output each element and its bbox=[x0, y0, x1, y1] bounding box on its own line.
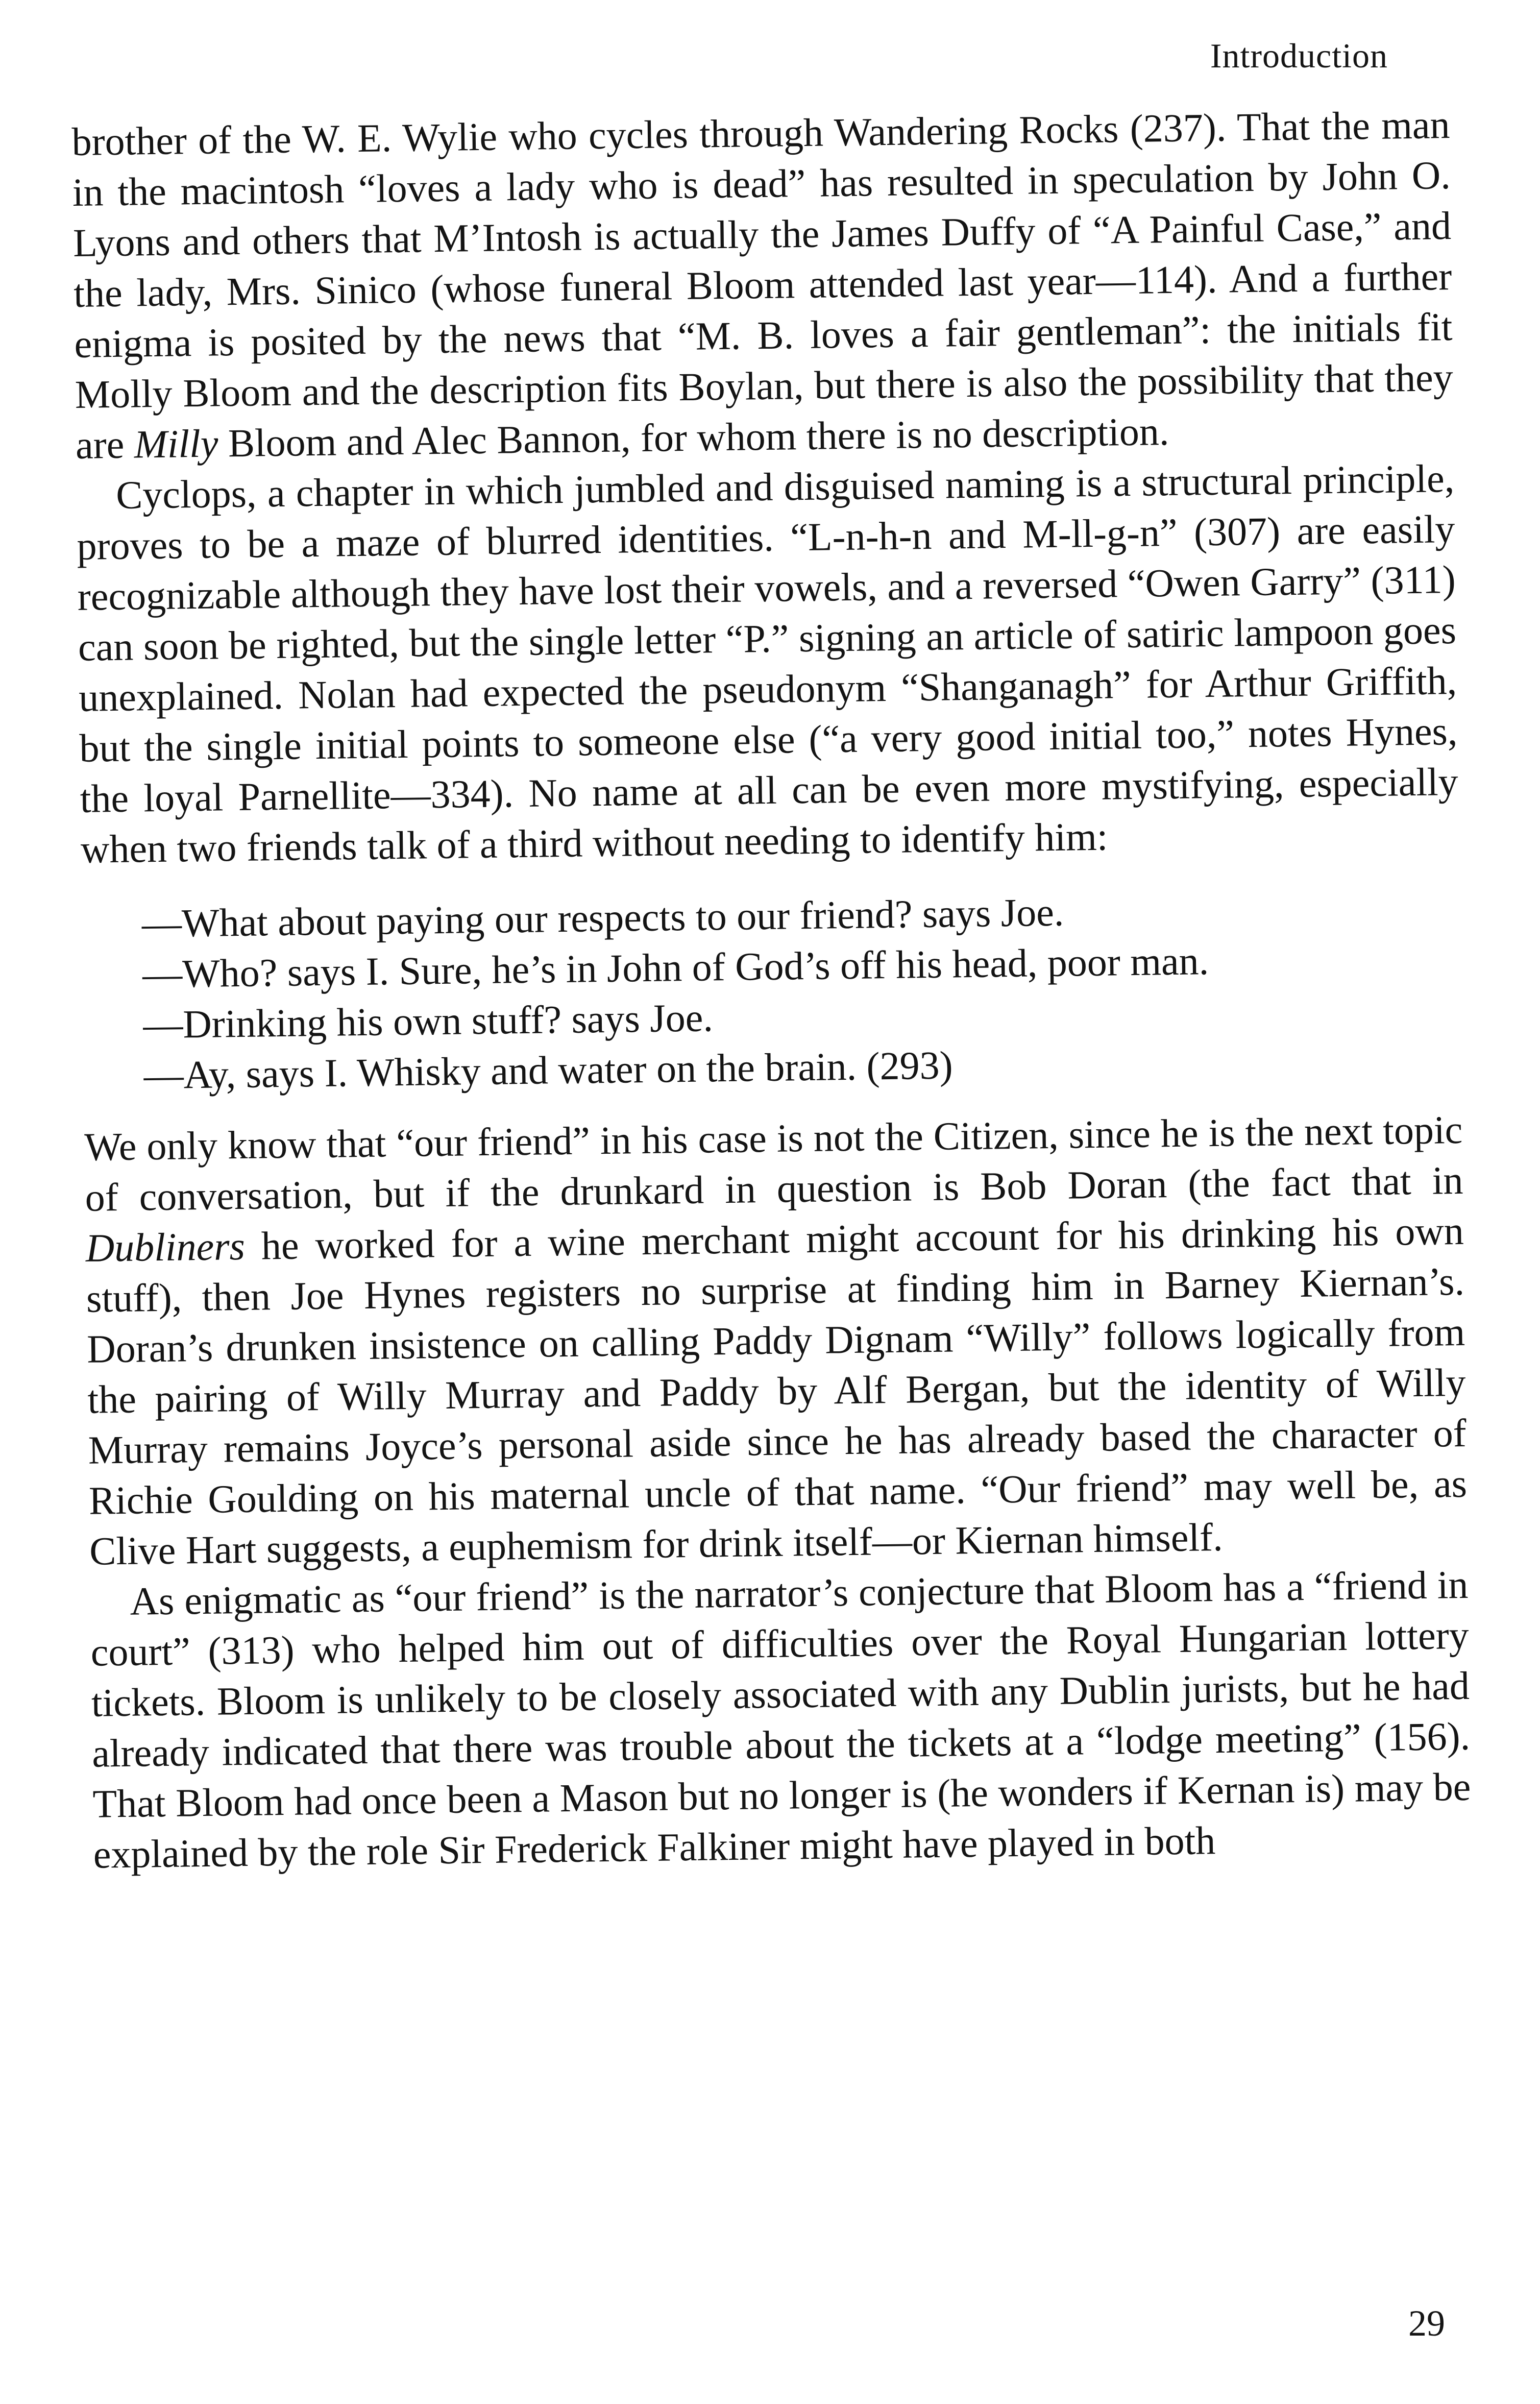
italic-word: Dubliners bbox=[85, 1223, 246, 1270]
block-quote bbox=[141, 882, 1462, 1100]
quote-line: —Drinking his own stuff? says Joe. bbox=[142, 995, 714, 1047]
body-text bbox=[71, 99, 1472, 1880]
paragraph-our-friend bbox=[84, 1104, 1468, 1576]
page-number: 29 bbox=[1408, 2303, 1445, 2344]
quote-line: —Who? says I. Sure, he’s in John of God’s off his head, poor man. bbox=[142, 938, 1209, 997]
quote-line: —What about paying our respects to our friend? says Joe. bbox=[141, 889, 1064, 946]
paragraph-friend-in-court: As enigmatic as “our friend” is the narrator’s conjecture that Bloom has a “friend in court” (313) who helped him out of difficulties over the Royal Hungarian lottery tickets. Bloom is unlikely to be closely associated with any Dublin jurists, but he had already indicated that there was trouble about the tickets at a “lodge meeting” (156). That Bloom had once been a Mason but no longer is (he wonders if Kernan is) may be explained by the role Sir Frederick Falkiner might have played in both bbox=[90, 1562, 1471, 1877]
paragraph-text: Bloom and Alec Bannon, for whom there is no description. bbox=[217, 409, 1169, 466]
quote-line: —Ay, says I. Whisky and water on the brain. (293) bbox=[143, 1042, 954, 1098]
paragraph-cyclops: Cyclops, a chapter in which jumbled and disguised naming is a structural principle, proves to be a maze of blurred identities. “L-n-h-n and M-ll-g-n” (307) are easily recognizable although they have lost their vowels, and a reversed “Owen Garry” (311) can soon be righted, but the single letter “P.” signing an article of satiric lampoon goes unexplained. Nolan had expected the pseudonym “Shanganagh” for Arthur Griffith, but the single initial points to someone else (“a very good initial too,” notes Hynes, the loyal Parnellite—334). No name at all can be even more mystifying, especially when two friends talk of a third without needing to identify him: bbox=[77, 456, 1459, 871]
italic-word: Milly bbox=[134, 421, 218, 467]
paragraph-text: he worked for a wine merchant might account for his drinking his own stuff), then Joe Hynes registers no surprise at finding him in Barney Kiernan’s. Doran’s drunken insistence on calling Paddy Dignam “Willy” follows logically from the pairing of Willy Murray and Paddy by Alf Bergan, but the identity of Willy Murray remains Joyce’s personal aside since he has already based the character of Richie Goulding on his maternal uncle of that name. “Our friend” may well be, as Clive Hart suggests, a euphemism for drink itself—or Kiernan himself. bbox=[86, 1208, 1468, 1573]
paragraph-text: We only know that “our friend” in his case is not the Citizen, since he is the next topic of conversation, but if the drunkard in question is Bob Doran (the fact that in bbox=[84, 1107, 1463, 1220]
paragraph-milly bbox=[71, 99, 1454, 470]
running-head: Introduction bbox=[1210, 36, 1388, 75]
paragraph-text: brother of the W. E. Wylie who cycles through Wandering Rocks (237). That the man in the macintosh “loves a lady who is dead” has resulted in speculation by John O. Lyons and others that M’Intosh is actually the James Duffy of “A Painful Case,” and the lady, Mrs. Sinico (whose funeral Bloom attended last year—114). And a further enigma is posited by the news that “M. B. loves a fair gentleman”: the initials fit Molly Bloom and the description fits Boylan, but there is also the possibility that they are bbox=[71, 102, 1454, 467]
